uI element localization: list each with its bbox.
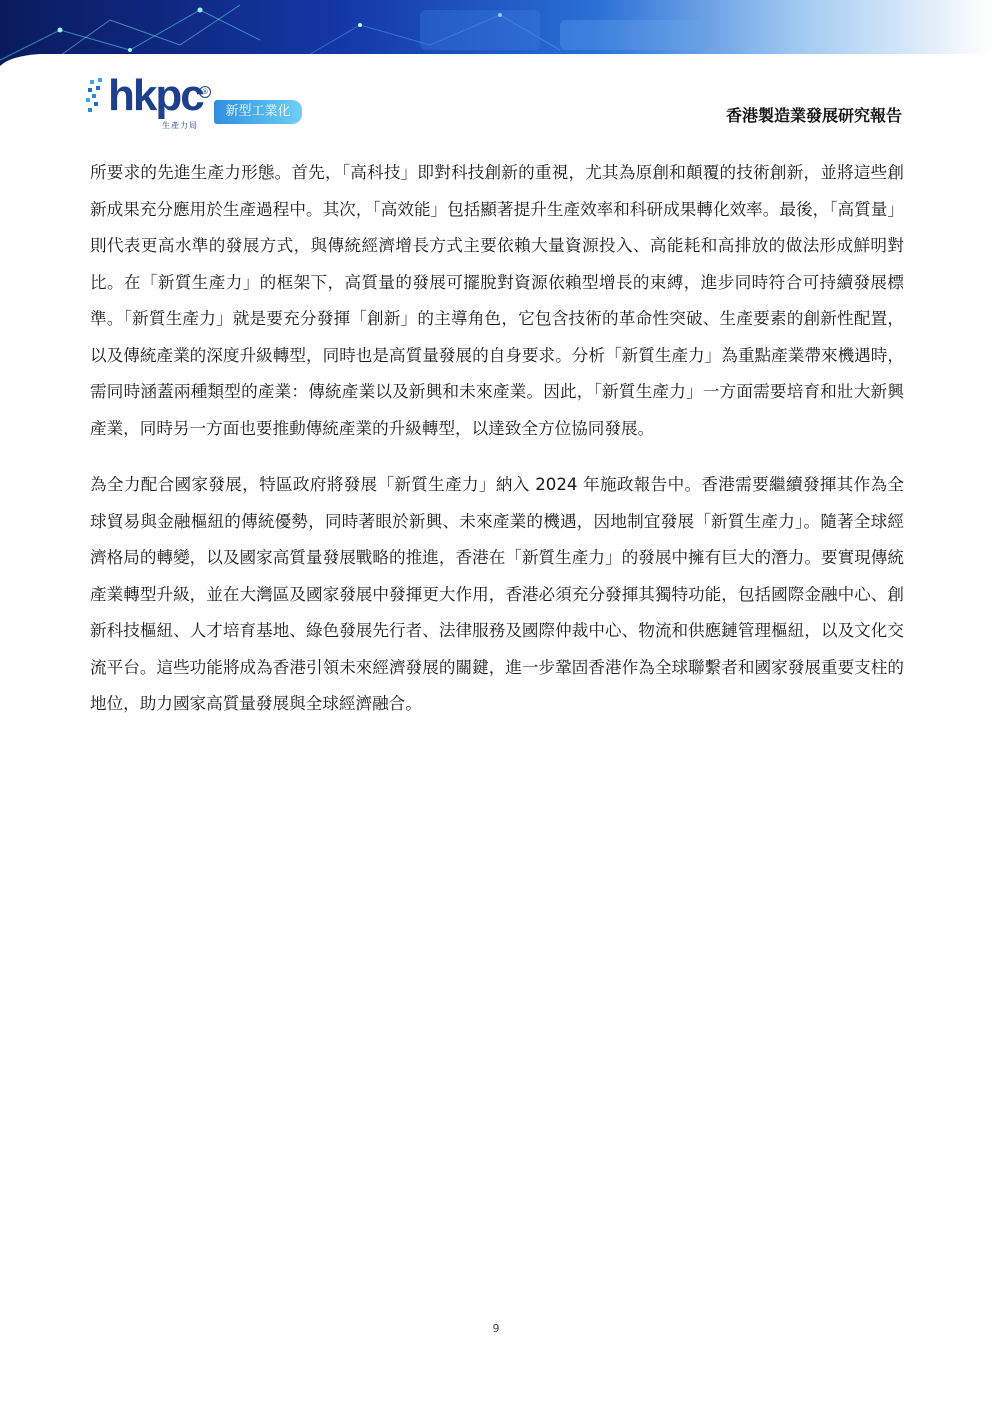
header-banner — [0, 0, 992, 72]
banner-graphic — [0, 0, 992, 72]
hkpc-logo — [86, 71, 316, 134]
paragraph-2: 為全力配合國家發展，特區政府將發展「新質生產力」納入 2024 年施政報告中。香港需要繼續發揮其作為全球貿易與金融樞紐的傳統優勢，同時著眼於新興、未來產業的機遇，因地制宜發展「新質生產力」。隨著全球經濟格局的轉變，以及國家高質量發展戰略的推進，香港在「新質生產力」的發展中擁有巨大的潛力。要實現傳統產業轉型升級，並在大灣區及國家發展中發揮更大作用，香港必須充分發揮其獨特功能，包括國際金融中心、創新科技樞紐、人才培育基地、綠色發展先行者、法律服務及國際仲裁中心、物流和供應鏈管理樞紐，以及文化交流平台。這些功能將成為香港引領未來經濟發展的關鍵，進一步鞏固香港作為全球聯繫者和國家發展重要支柱的地位，助力國家高質量發展與全球經濟融合。 — [90, 475, 904, 713]
logo-wordmark: hkpc — [108, 71, 203, 120]
report-title: 香港製造業發展研究報告 — [725, 106, 902, 125]
registered-icon: ® — [199, 86, 211, 98]
logo-badge: 新型工業化 — [214, 100, 302, 124]
logo-subtext: 生產力局 — [162, 121, 198, 130]
paragraph-1: 所要求的先進生產力形態。首先，「高科技」即對科技創新的重視，尤其為原創和顛覆的技術創新，並將這些創新成果充分應用於生產過程中。其次，「高效能」包括顯著提升生產效率和科研成果轉化效率。最後，「高質量」則代表更高水準的發展方式，與傳統經濟增長方式主要依賴大量資源投入、高能耗和高排放的做法形成鮮明對比。在「新質生產力」的框架下，高質量的發展可擺脫對資源依賴型增長的束縛，進步同時符合可持續發展標準。「新質生產力」就是要充分發揮「創新」的主導角色，它包含技術的革命性突破、生產要素的創新性配置，以及傳統產業的深度升級轉型，同時也是高質量發展的自身要求。分析「新質生產力」為重點產業帶來機遇時，需同時涵蓋兩種類型的產業：傳統產業以及新興和未來產業。因此，「新質生產力」一方面需要培育和壯大新興產業，同時另一方面也要推動傳統產業的升級轉型，以達致全方位協同發展。 — [90, 163, 904, 438]
page-number: 9 — [492, 1322, 500, 1335]
body-content — [90, 155, 904, 743]
